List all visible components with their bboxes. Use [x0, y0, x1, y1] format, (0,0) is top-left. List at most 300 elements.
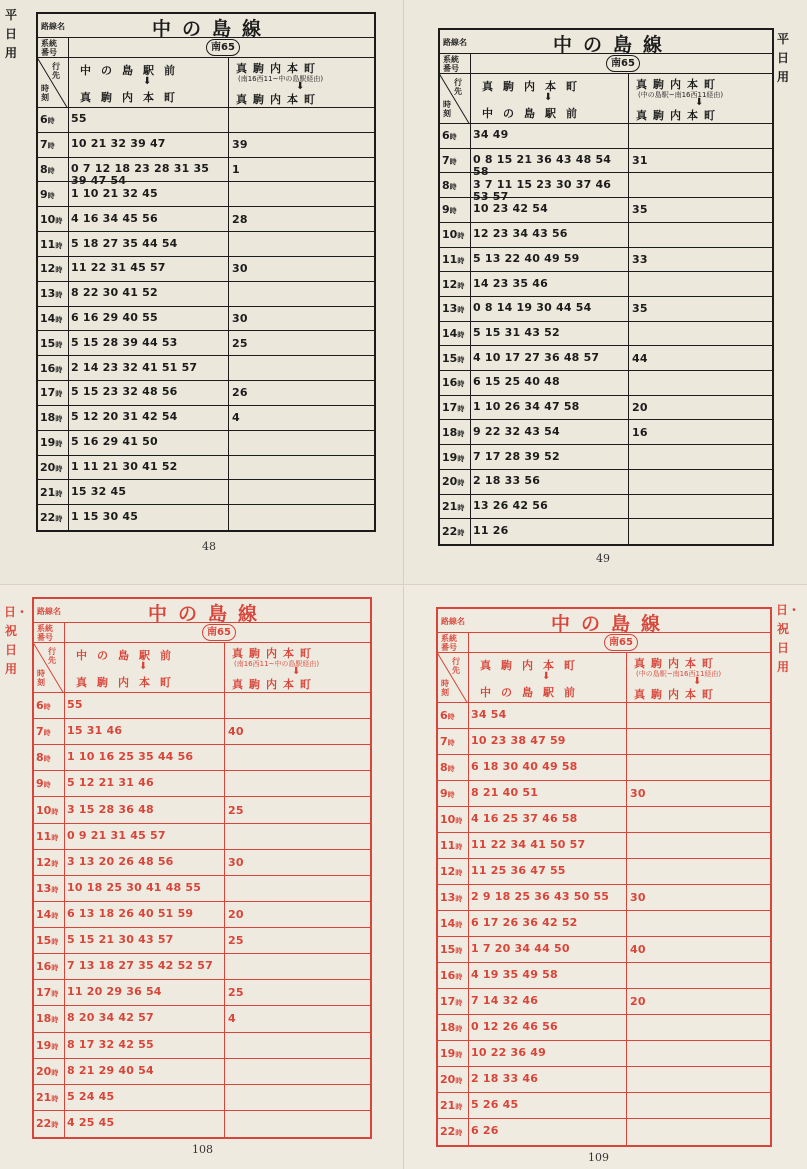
hour-value: 12: [442, 277, 458, 291]
timetable-row: [38, 456, 374, 481]
hour-value: 8: [36, 751, 44, 765]
hour-cell: [442, 352, 464, 365]
line-name: 中の島線: [553, 34, 674, 56]
route-name-label: 路線名: [37, 607, 61, 616]
route-name-label: 路線名: [443, 38, 467, 47]
route-name-row: [34, 599, 370, 623]
departure-minutes-main: 34 49: [473, 128, 509, 142]
departure-minutes-via: 35: [632, 302, 648, 316]
line-name: 中の島線: [551, 613, 672, 635]
hour-value: 8: [40, 163, 48, 177]
hour-suffix: 時: [457, 503, 465, 512]
hour-suffix: 時: [47, 167, 55, 176]
hour-suffix: 時: [55, 464, 63, 473]
timetable-row: [34, 771, 370, 797]
departure-minutes-main: 3 15 28 36 48: [67, 802, 154, 816]
hour-cell: [36, 934, 58, 947]
hour-cell: [440, 709, 455, 722]
hour-value: 16: [442, 376, 458, 390]
departure-minutes-main: 0 7 12 18 23 28 31 35 39 47 54: [71, 162, 210, 188]
hour-cell: [36, 986, 58, 999]
hour-cell: [442, 203, 457, 216]
hour-suffix: 時: [447, 791, 455, 799]
hour-value: 9: [40, 187, 48, 201]
hour-cell: [40, 486, 62, 499]
timetable-row: [438, 1015, 770, 1041]
hour-suffix: 時: [43, 755, 51, 764]
departure-minutes-main: 4 19 35 49 58: [471, 968, 558, 981]
hour-value: 14: [442, 326, 458, 340]
hour-suffix: 時: [51, 807, 59, 816]
timetable-row: [438, 1041, 770, 1067]
timetable-row: [440, 297, 772, 322]
departure-minutes-main: 7 17 28 39 52: [473, 449, 560, 463]
hour-cell: [40, 138, 55, 151]
departure-minutes-main: 55: [67, 698, 83, 712]
destination-label: 行先: [48, 647, 56, 665]
column1-to-stop: 真駒内本町: [80, 91, 185, 104]
day-type-label: 平日用: [4, 8, 17, 60]
hour-suffix: 時: [455, 1077, 463, 1085]
hour-suffix: 時: [51, 859, 59, 868]
departure-minutes-main: 10 23 38 47 59: [471, 734, 566, 747]
hour-suffix: 時: [51, 938, 59, 947]
system-number-label: 系統番号: [41, 39, 57, 57]
hour-suffix: 時: [51, 1120, 59, 1129]
hour-value: 12: [36, 855, 52, 869]
hour-cell: [36, 856, 58, 869]
hour-suffix: 時: [457, 256, 465, 265]
hour-value: 20: [40, 460, 56, 474]
route-badge: 南65: [206, 39, 240, 56]
departure-minutes-main: 4 25 45: [67, 1115, 115, 1129]
direction-arrow-icon: ⬇: [139, 661, 148, 672]
hour-value: 20: [36, 1064, 52, 1078]
departure-minutes-main: 6 16 29 40 55: [71, 310, 158, 324]
hour-cell: [40, 287, 62, 300]
hour-cell: [442, 302, 464, 315]
system-number-row: [34, 623, 370, 643]
hour-value: 15: [40, 336, 56, 350]
hour-suffix: 時: [447, 713, 455, 721]
timetable-row: [38, 158, 374, 188]
hour-cell: [36, 1039, 58, 1052]
hour-value: 11: [442, 252, 458, 266]
timetable-row: [38, 108, 374, 133]
hour-value: 10: [442, 228, 458, 242]
hour-suffix: 時: [47, 191, 55, 200]
departure-minutes-main: 5 26 45: [471, 1098, 519, 1111]
destination-label: 行先: [454, 78, 462, 96]
hour-suffix: 時: [47, 117, 55, 126]
hour-value: 7: [442, 154, 450, 168]
departure-minutes-main: 1 15 30 45: [71, 509, 139, 523]
timetable-row: [440, 223, 772, 248]
timetable-row: [38, 331, 374, 356]
departure-minutes-main: 5 18 27 35 44 54: [71, 236, 178, 250]
hour-suffix: 時: [55, 365, 63, 374]
timetable-row: [38, 207, 374, 232]
hour-cell: [36, 1091, 58, 1104]
column1-to-stop: 真駒内本町: [76, 676, 181, 689]
departure-minutes-main: 4 10 17 27 36 48 57: [473, 350, 600, 364]
page-number: 49: [596, 552, 610, 565]
hour-cell: [440, 1021, 462, 1034]
hour-cell: [36, 1117, 58, 1130]
hour-value: 9: [442, 203, 450, 217]
hour-value: 19: [36, 1038, 52, 1052]
hour-suffix: 時: [455, 895, 463, 903]
timetable-row: [38, 182, 374, 207]
route-badge: 南65: [606, 55, 640, 72]
departure-minutes-main: 3 13 20 26 48 56: [67, 854, 174, 868]
departure-minutes-main: 8 17 32 42 55: [67, 1037, 154, 1051]
timetable-row: [440, 248, 772, 273]
hour-value: 9: [440, 787, 448, 800]
hour-suffix: 時: [457, 232, 465, 241]
hour-suffix: 時: [55, 415, 63, 424]
column1-to-stop: 中の島駅前: [482, 107, 587, 120]
departure-minutes-main: 7 14 32 46: [471, 994, 539, 1007]
hour-cell: [442, 451, 464, 464]
timetable: [32, 597, 372, 1139]
hour-suffix: 時: [55, 489, 63, 498]
hour-suffix: 時: [51, 990, 59, 999]
timetable-row: [34, 693, 370, 719]
timetable-row: [440, 445, 772, 470]
hour-value: 8: [442, 178, 450, 192]
departure-minutes-via: 20: [632, 401, 648, 415]
hour-suffix: 時: [457, 380, 465, 389]
timetable-row: [34, 1033, 370, 1059]
departure-minutes-main: 2 18 33 46: [471, 1072, 539, 1085]
column2-via-note: (中の島駅~南16西11経由): [636, 670, 722, 678]
timetable-row: [34, 745, 370, 771]
route-name-row: [38, 14, 374, 38]
hour-value: 6: [440, 709, 448, 722]
departure-minutes-main: 6 17 26 36 42 52: [471, 916, 578, 929]
hour-suffix: 時: [55, 216, 63, 225]
hour-value: 13: [440, 891, 456, 904]
departure-minutes-via: 28: [232, 212, 248, 226]
hour-cell: [440, 969, 462, 982]
departure-minutes-main: 3 7 11 15 23 30 37 46 53 57: [473, 177, 612, 203]
hour-value: 6: [442, 129, 450, 143]
page-48: [0, 0, 403, 584]
column2-to-stop: 真駒内本町: [236, 93, 321, 106]
hour-suffix: 時: [51, 1068, 59, 1077]
hour-value: 10: [40, 212, 56, 226]
hour-cell: [36, 908, 58, 921]
hour-cell: [442, 154, 457, 167]
timetable-row: [38, 356, 374, 381]
hour-cell: [442, 376, 464, 389]
departure-minutes-via: 4: [228, 1012, 236, 1026]
departure-minutes-via: 31: [632, 154, 648, 168]
hour-suffix: 時: [447, 765, 455, 773]
hour-suffix: 時: [455, 843, 463, 851]
route-badge: 南65: [604, 634, 638, 651]
hour-value: 21: [440, 1099, 456, 1112]
timetable-row: [440, 470, 772, 495]
hour-cell: [440, 1073, 462, 1086]
departure-minutes-main: 2 18 33 56: [473, 474, 541, 488]
departure-minutes-via: 44: [632, 351, 648, 365]
hour-value: 20: [442, 475, 458, 489]
hour-suffix: 時: [55, 241, 63, 250]
hour-value: 11: [40, 237, 56, 251]
timetable-row: [440, 322, 772, 347]
departure-minutes-main: 12 23 34 43 56: [473, 227, 568, 241]
hour-suffix: 時: [457, 281, 465, 290]
destination-label: 行先: [452, 657, 460, 675]
timetable-row: [438, 1067, 770, 1093]
hour-value: 20: [440, 1073, 456, 1086]
timetable-row: [440, 396, 772, 421]
departure-minutes-main: 11 26: [473, 523, 509, 537]
timetable-row: [438, 703, 770, 729]
departure-minutes-via: 40: [228, 725, 244, 739]
departure-minutes-main: 7 13 18 27 35 42 52 57: [67, 959, 214, 973]
hour-cell: [440, 1047, 462, 1060]
departure-minutes-main: 0 8 15 21 36 43 48 54 58: [473, 153, 612, 179]
timetable-row: [438, 937, 770, 963]
hour-value: 18: [440, 1021, 456, 1034]
hour-suffix: 時: [455, 1025, 463, 1033]
departure-minutes-via: 25: [228, 803, 244, 817]
column2-title-stop: 真駒内本町: [634, 657, 719, 670]
column1-from-stop: 真駒内本町: [480, 659, 585, 672]
hour-value: 7: [36, 725, 44, 739]
departure-minutes-main: 10 22 36 49: [471, 1046, 546, 1059]
departure-minutes-main: 6 18 30 40 49 58: [471, 760, 578, 773]
hour-cell: [40, 113, 55, 126]
timetable-row: [438, 859, 770, 885]
hour-cell: [40, 411, 62, 424]
destination-label: 行先: [52, 62, 60, 80]
timetable-row: [440, 371, 772, 396]
hour-cell: [442, 426, 464, 439]
column2-via-note: (南16西11~中の島駅経由): [238, 75, 324, 83]
hour-suffix: 時: [449, 182, 457, 191]
timetable-row: [438, 807, 770, 833]
hour-cell: [440, 813, 462, 826]
timetable-row: [440, 272, 772, 297]
hour-suffix: 時: [455, 973, 463, 981]
hour-value: 11: [36, 829, 52, 843]
hour-suffix: 時: [55, 315, 63, 324]
timetable-row: [38, 381, 374, 406]
direction-arrow-icon: ⬇: [542, 671, 551, 682]
hour-suffix: 時: [457, 479, 465, 488]
timetable-row: [438, 989, 770, 1015]
timetable-row: [38, 282, 374, 307]
time-label: 時刻: [41, 84, 49, 102]
hour-cell: [40, 386, 62, 399]
direction-arrow-icon: ⬇: [296, 81, 305, 92]
timetable-row: [38, 505, 374, 530]
system-number-row: [38, 38, 374, 58]
departure-minutes-main: 5 13 22 40 49 59: [473, 251, 580, 265]
hour-value: 18: [40, 411, 56, 425]
departure-minutes-main: 11 22 31 45 57: [71, 261, 166, 275]
hour-suffix: 時: [51, 885, 59, 894]
timetable-row: [34, 876, 370, 902]
timetable-row: [438, 885, 770, 911]
hour-suffix: 時: [55, 440, 63, 449]
hour-cell: [40, 213, 62, 226]
timetable-row: [34, 1059, 370, 1085]
timetable-row: [38, 307, 374, 332]
hour-cell: [442, 401, 464, 414]
hour-cell: [36, 725, 51, 738]
hour-suffix: 時: [43, 781, 51, 790]
hour-cell: [36, 751, 51, 764]
system-number-row: [438, 633, 770, 653]
hour-value: 14: [36, 907, 52, 921]
hour-suffix: 時: [51, 1016, 59, 1025]
hour-value: 21: [36, 1090, 52, 1104]
departure-minutes-main: 8 20 34 42 57: [67, 1011, 154, 1025]
hour-cell: [442, 278, 464, 291]
hour-value: 13: [442, 302, 458, 316]
page-number: 109: [588, 1151, 609, 1164]
hour-cell: [442, 129, 457, 142]
hour-cell: [440, 917, 462, 930]
hour-suffix: 時: [457, 429, 465, 438]
hour-cell: [36, 1065, 58, 1078]
hour-suffix: 時: [457, 405, 465, 414]
hour-value: 14: [440, 917, 456, 930]
timetable-row: [438, 1119, 770, 1145]
hour-cell: [36, 960, 58, 973]
timetable: [36, 12, 376, 532]
hour-suffix: 時: [457, 306, 465, 315]
hour-value: 21: [442, 499, 458, 513]
departure-minutes-via: 30: [630, 787, 646, 800]
hour-cell: [40, 312, 62, 325]
departure-minutes-via: 35: [632, 203, 648, 217]
route-name-label: 路線名: [441, 617, 465, 626]
hour-cell: [40, 461, 62, 474]
departure-minutes-main: 4 16 25 37 46 58: [471, 812, 578, 825]
departure-minutes-main: 0 8 14 19 30 44 54: [473, 301, 592, 315]
hour-cell: [40, 163, 55, 176]
route-name-label: 路線名: [41, 22, 65, 31]
timetable-row: [34, 1085, 370, 1111]
hour-suffix: 時: [55, 266, 63, 275]
hour-value: 19: [442, 450, 458, 464]
hour-value: 19: [440, 1047, 456, 1060]
timetable-row: [438, 1093, 770, 1119]
direction-arrow-icon: ⬇: [292, 666, 301, 677]
column2-via-note: (中の島駅~南16西11経由): [638, 91, 724, 99]
departure-minutes-via: 16: [632, 425, 648, 439]
route-name-row: [438, 609, 770, 633]
hour-value: 17: [36, 986, 52, 1000]
departure-minutes-via: 30: [630, 891, 646, 904]
route-name-row: [440, 30, 772, 54]
hour-suffix: 時: [51, 964, 59, 973]
timetable-row: [34, 980, 370, 1006]
timetable-row: [438, 781, 770, 807]
departure-minutes-via: 20: [630, 995, 646, 1008]
timetable-row: [440, 198, 772, 223]
hour-cell: [440, 1125, 462, 1138]
timetable-row: [34, 824, 370, 850]
departure-minutes-main: 6 13 18 26 40 51 59: [67, 906, 194, 920]
hour-suffix: 時: [55, 340, 63, 349]
hour-value: 17: [440, 995, 456, 1008]
timetable-row: [34, 719, 370, 745]
hour-suffix: 時: [457, 355, 465, 364]
departure-minutes-via: 30: [228, 855, 244, 869]
hour-cell: [36, 882, 58, 895]
hour-suffix: 時: [455, 921, 463, 929]
departure-minutes-main: 14 23 35 46: [473, 276, 548, 290]
hour-cell: [442, 228, 464, 241]
hour-cell: [440, 995, 462, 1008]
hour-value: 22: [440, 1125, 456, 1138]
hour-suffix: 時: [47, 142, 55, 151]
hour-cell: [440, 787, 455, 800]
column2-to-stop: 真駒内本町: [232, 678, 317, 691]
hour-suffix: 時: [457, 330, 465, 339]
hour-cell: [442, 179, 457, 192]
departure-minutes-via: 4: [232, 411, 240, 425]
departure-minutes-via: 33: [632, 252, 648, 266]
hour-value: 6: [40, 113, 48, 127]
page-49: [404, 0, 807, 584]
departure-minutes-main: 15 31 46: [67, 724, 123, 738]
departure-minutes-main: 0 9 21 31 45 57: [67, 828, 166, 842]
system-number-row: [440, 54, 772, 74]
hour-value: 13: [36, 881, 52, 895]
destination-header: [440, 74, 772, 124]
hour-value: 18: [442, 425, 458, 439]
hour-value: 7: [40, 138, 48, 152]
hour-cell: [40, 362, 62, 375]
hour-suffix: 時: [449, 133, 457, 142]
departure-minutes-main: 10 23 42 54: [473, 202, 548, 216]
hour-cell: [442, 475, 464, 488]
departure-minutes-via: 25: [232, 336, 248, 350]
departure-minutes-main: 8 21 29 40 54: [67, 1063, 154, 1077]
departure-minutes-main: 2 14 23 32 41 51 57: [71, 360, 198, 374]
direction-arrow-icon: ⬇: [544, 92, 553, 103]
page-number: 48: [202, 540, 216, 553]
hour-value: 12: [40, 262, 56, 276]
departure-minutes-main: 9 22 32 43 54: [473, 424, 560, 438]
direction-arrow-icon: ⬇: [695, 97, 704, 108]
column1-from-stop: 中の島駅前: [76, 649, 181, 662]
system-number-label: 系統番号: [441, 634, 457, 652]
timetable-row: [34, 797, 370, 823]
departure-minutes-via: 30: [232, 311, 248, 325]
hour-cell: [440, 865, 462, 878]
timetable-row: [38, 257, 374, 282]
page-number: 108: [192, 1143, 213, 1156]
hour-suffix: 時: [455, 947, 463, 955]
hour-value: 14: [40, 311, 56, 325]
destination-header: [34, 643, 370, 693]
timetable-row: [34, 928, 370, 954]
timetable-row: [440, 495, 772, 520]
departure-minutes-via: 1: [232, 163, 240, 177]
departure-minutes-main: 11 20 29 36 54: [67, 985, 162, 999]
day-type-label: 平日用: [776, 32, 789, 84]
hour-value: 15: [440, 943, 456, 956]
